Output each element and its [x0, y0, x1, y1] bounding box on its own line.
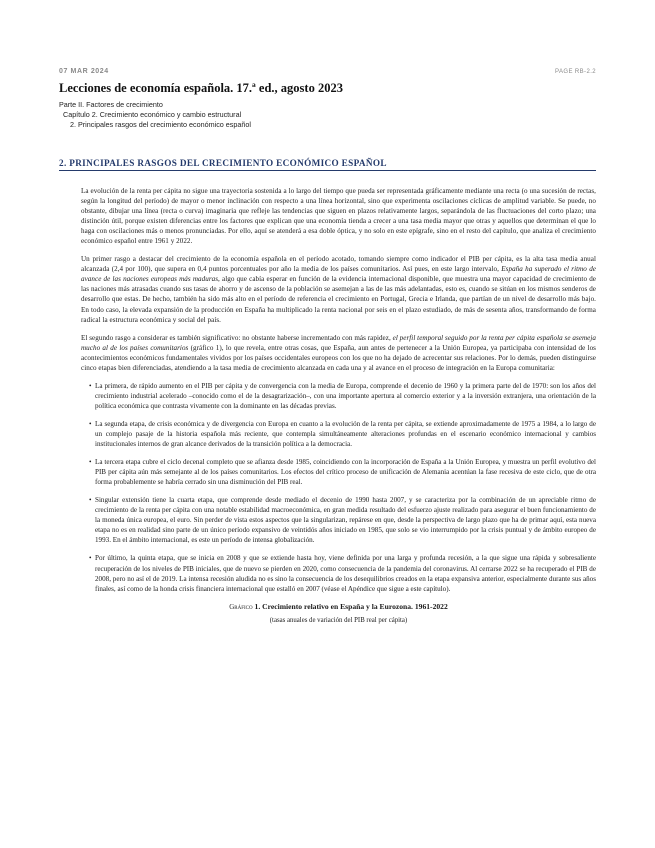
stages-list [81, 381, 596, 594]
figure-title [81, 602, 596, 611]
paragraph-3-emphasis: el perfil temporal seguido por la renta per cápita española se asemeja mucho al de los países comunitarios [81, 333, 596, 352]
date-label: 07 MAR 2024 [59, 68, 109, 75]
list-item [89, 381, 596, 411]
list-item-text: Por último, la quinta etapa, que se inicia en 2008 y que se extiende hasta hoy, viene definida por una larga y profunda recesión, a la que sigue una rápida y sobresaliente recuperación de los niveles de PIB iniciales, que de nuevo se pierden en 2020, como consecuencia de la pandemia del coronavirus. Al cerrarse 2022 se ha recuperado el PIB de 2008, pero no así el de 2019. La intensa recesión aludida no es sino la consecuencia de los desequilibrios creados en la etapa expansiva anterior, especialmente durante sus años finales, así como de la honda crisis financiera internacional que estalló en 2007 (véase el Apéndice que sigue a este capítulo). [95, 554, 596, 593]
paragraph-3-text-a: El segundo rasgo a considerar es también significativo: no obstante haberse incrementado con más rapidez, [81, 333, 393, 342]
bullet-icon: • [89, 554, 92, 563]
paragraph-2 [81, 254, 596, 324]
list-item [89, 553, 596, 593]
list-item-text: La tercera etapa cubre el ciclo decenal completo que se afianza desde 1985, coincidiendo con la incorporación de España a la Unión Europea, y muestra un perfil evolutivo del PIB per cápita aún más semejante al de los países comunitarios. Los efectos del crítico proceso de unificación de Alemania acentúan la fase recesiva de este ciclo, que de otra forma probablemente se habría cerrado sin una disminución del PIB real. [95, 458, 596, 487]
paragraph-3-text-b: (gráfico 1), lo que revela, entre otras cosas, que España, aun antes de pertenecer a la Unión Europea, ya participaba con intensidad de los acontecimientos económicos fundamentales vividos por los países occidentales europeos con los que no ha dejado de acrecentar sus relaciones. Por lo demás, pueden distinguirse cinco etapas bien diferenciadas, atendiendo a la tasa media de crecimiento alcanzada en cada una y al avance en el proceso de integración en la Europa comunitaria: [81, 343, 596, 372]
figure-subtitle: (tasas anuales de variación del PIB real per cápita) [269, 616, 408, 624]
list-item-text: La primera, de rápido aumento en el PIB per cápita y de convergencia con la media de Europa, comprende el decenio de 1960 y la primera parte del de 1970: son los años del crecimiento industrial acelerado –conocido como el de la desagrarización–, con una importante apertura al comercio exterior y a la inversión extranjera, una orientación de la política económica que contrasta vivamente con la dominante en las décadas previas. [95, 381, 596, 410]
bullet-icon: • [89, 381, 92, 390]
breadcrumb-chapter[interactable]: Capítulo 2. Crecimiento económico y cambio estructural [63, 110, 242, 119]
section-body [81, 186, 596, 624]
header-meta [59, 68, 596, 75]
page-ref: PAGE RB-2.2 [555, 69, 596, 75]
list-item [89, 419, 596, 449]
paragraph-3 [81, 333, 596, 373]
paragraph-1: La evolución de la renta per cápita no sigue una trayectoria sostenida a lo largo del tiempo que pueda ser representada gráficamente mediante una recta (o una sucesión de rectas, según la longitud del período) de mayor o menor inclinación con respecto a una línea horizontal, sino que experimenta oscilaciones cíclicas de amplitud variable. Se puede, no obstante, dibujar una línea (recta o curva) imaginaria que refleje las tendencias que siguen en plazos relativamente largos, separándola de las fluctuaciones del corto plazo; una distinción útil, porque existen diferencias entre los factores que explican que una economía tienda a crecer a una tasa media mayor que otras y aquellos que determinan el que lo haga con oscilaciones más o menos pronunciadas. Por ello, aquí se atenderá a esa doble óptica, y no solo en este epígrafe, sino en el resto del capítulo, que analiza el crecimiento económico español entre 1961 y 2022. [81, 187, 596, 246]
book-title: Lecciones de economía española. 17.ª ed., agosto 2023 [59, 81, 343, 95]
bullet-icon: • [89, 458, 92, 467]
bullet-icon: • [89, 496, 92, 505]
list-item-text: La segunda etapa, de crisis económica y de divergencia con Europa en cuanto a la evolución de la renta per cápita, se extiende aproximadamente de 1975 a 1984, a lo largo de un complejo pasaje de la historia española más reciente, que contempla simultáneamente alteraciones profundas en el escenario económico internacional y cambios institucionales internos de gran alcance derivados de la transición política a la democracia. [95, 419, 596, 449]
breadcrumb-part[interactable]: Parte II. Factores de crecimiento [59, 100, 163, 109]
figure-title-text: 1. Crecimiento relativo en España y la Eurozona. 1961-2022 [254, 601, 448, 611]
list-item-text: Singular extensión tiene la cuarta etapa, que comprende desde mediado el decenio de 1990 hasta 2007, y se caracteriza por la combinación de un apreciable ritmo de crecimiento de la renta per cápita con una notable estabilidad macroeconómica, en gran medida resultado del esfuerzo ajuste realizado para asegurar el buen funcionamiento de la moneda única europea, el euro. Sin perder de vista estos aspectos que la singularizan, repárese en que, desde la perspectiva de largo plazo que ha de primar aquí, esta nueva etapa no es en realidad sino parte de un único período expansivo de veintidós años iniciado en 1985, que solo se vio interrumpido por la crisis puntual y de ámbito europeo de 1993. En el ámbito internacional, es este un período de intensa globalización. [95, 496, 596, 545]
bullet-icon: • [89, 419, 92, 428]
section-content [59, 158, 596, 624]
paragraph-2-text-a: Un primer rasgo a destacar del crecimiento de la economía española en el período acotado, tomando siempre como indicador el PIB per cápita, es la alta tasa media anual alcanzada (2,4 por 100), que supera en 0,4 puntos porcentuales por año la media de los países comunitarios. Así pues, en este largo intervalo, [81, 255, 596, 274]
document-header [59, 68, 596, 130]
paragraph-2-text-b: , algo que cabía esperar en función de la evidencia internacional disponible, que muestra una mayor capacidad de crecimiento de las naciones más atrasadas cuando sus tasas de ahorro y de ascenso de la población se asemejan a las de las más adelantadas, esto es, cuando se sitúan en los mismos senderos de desarrollo que estas. De hecho, también ha sido más alto en el período de referencia el crecimiento en Portugal, Grecia e Irlanda, que partían de un nivel de desarrollo más bajo. En todo caso, la elevada expansión de la producción en España ha multiplicado la renta nacional por seis en el plazo estudiado, de más de sesenta años, transformando de forma radical la estructura económica y social del país. [81, 275, 596, 324]
list-item [89, 457, 596, 487]
list-item [89, 495, 596, 545]
paragraph-2-emphasis: España ha superado el ritmo de avance de las naciones europeas más maduras [81, 265, 596, 284]
section-heading: 2. PRINCIPALES RASGOS DEL CRECIMIENTO ECONÓMICO ESPAÑOL [59, 158, 596, 171]
figure-label: Gráfico [229, 602, 253, 611]
breadcrumb-section[interactable]: 2. Principales rasgos del crecimiento económico español [70, 120, 251, 129]
